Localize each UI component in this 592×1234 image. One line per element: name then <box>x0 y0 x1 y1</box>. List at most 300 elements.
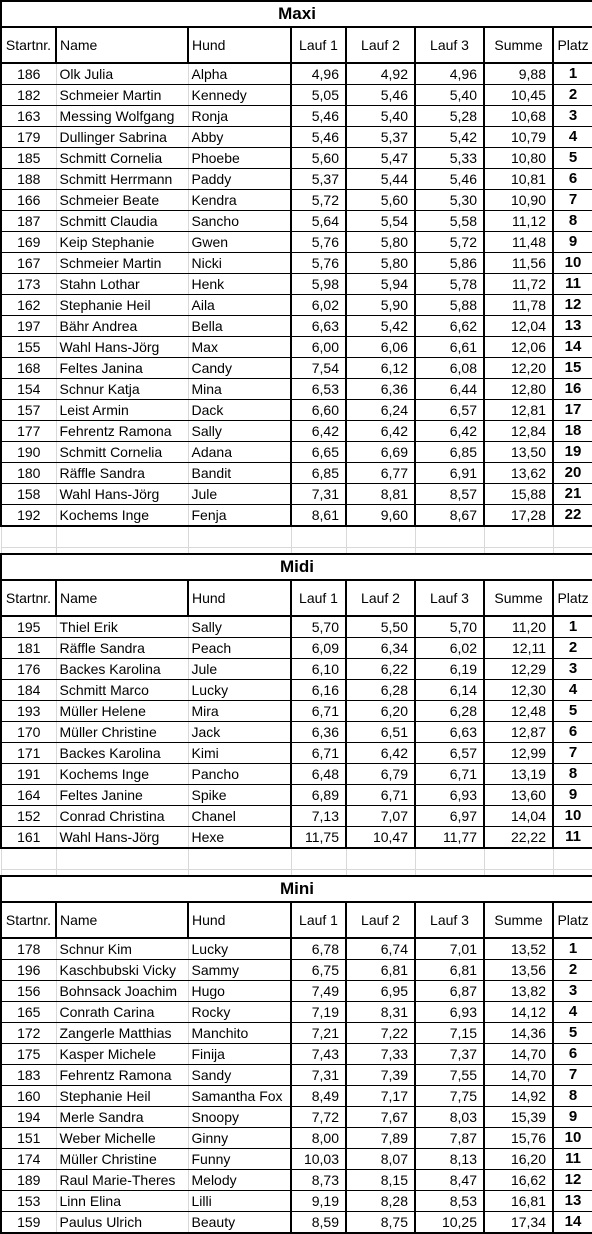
name-cell: Weber Michelle <box>56 1128 188 1149</box>
lauf2-cell: 5,90 <box>346 295 415 316</box>
lauf1-cell: 6,09 <box>291 638 346 659</box>
table-row <box>1 938 592 960</box>
name-cell: Kaschbubski Vicky <box>56 960 188 981</box>
platz-cell: 2 <box>553 960 592 981</box>
hund-cell: Samantha Fox <box>188 1086 291 1107</box>
empty-cell <box>188 848 291 870</box>
hund-cell: Hugo <box>188 981 291 1002</box>
startnr-cell: 185 <box>1 148 56 169</box>
header-lauf3: Lauf 3 <box>415 902 484 938</box>
lauf1-cell: 6,00 <box>291 337 346 358</box>
hund-cell: Bandit <box>188 463 291 484</box>
startnr-cell: 192 <box>1 505 56 527</box>
lauf2-cell: 5,50 <box>346 616 415 638</box>
name-cell: Thiel Erik <box>56 616 188 638</box>
platz-cell: 2 <box>553 85 592 106</box>
lauf1-cell: 6,16 <box>291 680 346 701</box>
lauf1-cell: 6,71 <box>291 743 346 764</box>
platz-cell: 10 <box>553 253 592 274</box>
startnr-cell: 179 <box>1 127 56 148</box>
lauf3-cell: 5,28 <box>415 106 484 127</box>
platz-cell: 6 <box>553 1044 592 1065</box>
lauf2-cell: 9,60 <box>346 505 415 527</box>
lauf2-cell: 6,42 <box>346 421 415 442</box>
platz-cell: 8 <box>553 1086 592 1107</box>
table-row <box>1 1107 592 1128</box>
summe-cell: 14,70 <box>484 1044 553 1065</box>
header-lauf1: Lauf 1 <box>291 27 346 63</box>
startnr-cell: 194 <box>1 1107 56 1128</box>
name-cell: Schmitt Herrmann <box>56 169 188 190</box>
lauf1-cell: 8,61 <box>291 505 346 527</box>
lauf2-cell: 6,42 <box>346 743 415 764</box>
table-row <box>1 232 592 253</box>
lauf2-cell: 7,67 <box>346 1107 415 1128</box>
name-cell: Stahn Lothar <box>56 274 188 295</box>
summe-cell: 12,81 <box>484 400 553 421</box>
results-body <box>1 1 592 1233</box>
platz-cell: 5 <box>553 701 592 722</box>
lauf1-cell: 5,70 <box>291 616 346 638</box>
startnr-cell: 186 <box>1 63 56 85</box>
lauf3-cell: 8,47 <box>415 1170 484 1191</box>
startnr-cell: 160 <box>1 1086 56 1107</box>
hund-cell: Pancho <box>188 764 291 785</box>
name-cell: Kochems Inge <box>56 505 188 527</box>
name-cell: Schnur Kim <box>56 938 188 960</box>
startnr-cell: 197 <box>1 316 56 337</box>
lauf2-cell: 6,22 <box>346 659 415 680</box>
lauf2-cell: 7,17 <box>346 1086 415 1107</box>
summe-cell: 10,79 <box>484 127 553 148</box>
hund-cell: Adana <box>188 442 291 463</box>
hund-cell: Jule <box>188 484 291 505</box>
hund-cell: Snoopy <box>188 1107 291 1128</box>
name-cell: Zangerle Matthias <box>56 1023 188 1044</box>
lauf3-cell: 6,93 <box>415 785 484 806</box>
lauf2-cell: 7,22 <box>346 1023 415 1044</box>
table-row <box>1 106 592 127</box>
lauf3-cell: 5,46 <box>415 169 484 190</box>
lauf1-cell: 7,21 <box>291 1023 346 1044</box>
summe-cell: 10,90 <box>484 190 553 211</box>
lauf2-cell: 5,54 <box>346 211 415 232</box>
summe-cell: 16,81 <box>484 1191 553 1212</box>
lauf2-cell: 6,06 <box>346 337 415 358</box>
header-hund: Hund <box>188 580 291 616</box>
startnr-cell: 168 <box>1 358 56 379</box>
summe-cell: 15,88 <box>484 484 553 505</box>
lauf1-cell: 8,59 <box>291 1212 346 1234</box>
header-startnr: Startnr. <box>1 27 56 63</box>
startnr-cell: 191 <box>1 764 56 785</box>
platz-cell: 11 <box>553 1149 592 1170</box>
lauf3-cell: 5,40 <box>415 85 484 106</box>
platz-cell: 12 <box>553 295 592 316</box>
platz-cell: 6 <box>553 169 592 190</box>
lauf2-cell: 7,89 <box>346 1128 415 1149</box>
summe-cell: 11,56 <box>484 253 553 274</box>
table-row <box>1 274 592 295</box>
table-row <box>1 1170 592 1191</box>
lauf2-cell: 5,80 <box>346 253 415 274</box>
lauf1-cell: 6,78 <box>291 938 346 960</box>
name-cell: Wahl Hans-Jörg <box>56 337 188 358</box>
hund-cell: Hexe <box>188 827 291 849</box>
lauf1-cell: 6,75 <box>291 960 346 981</box>
header-hund: Hund <box>188 27 291 63</box>
header-lauf2: Lauf 2 <box>346 902 415 938</box>
lauf1-cell: 9,19 <box>291 1191 346 1212</box>
empty-cell <box>346 526 415 548</box>
table-row <box>1 63 592 85</box>
startnr-cell: 165 <box>1 1002 56 1023</box>
lauf2-cell: 7,07 <box>346 806 415 827</box>
hund-cell: Kendra <box>188 190 291 211</box>
name-cell: Schmeier Martin <box>56 85 188 106</box>
lauf2-cell: 6,81 <box>346 960 415 981</box>
lauf2-cell: 6,36 <box>346 379 415 400</box>
platz-cell: 11 <box>553 827 592 849</box>
lauf3-cell: 6,63 <box>415 722 484 743</box>
table-row <box>1 960 592 981</box>
platz-cell: 8 <box>553 764 592 785</box>
hund-cell: Mira <box>188 701 291 722</box>
lauf1-cell: 8,49 <box>291 1086 346 1107</box>
startnr-cell: 158 <box>1 484 56 505</box>
lauf2-cell: 6,69 <box>346 442 415 463</box>
lauf3-cell: 6,42 <box>415 421 484 442</box>
startnr-cell: 173 <box>1 274 56 295</box>
platz-cell: 7 <box>553 1065 592 1086</box>
summe-cell: 13,82 <box>484 981 553 1002</box>
lauf3-cell: 10,25 <box>415 1212 484 1234</box>
hund-cell: Melody <box>188 1170 291 1191</box>
hund-cell: Fenja <box>188 505 291 527</box>
header-platz: Platz <box>553 580 592 616</box>
lauf1-cell: 6,53 <box>291 379 346 400</box>
summe-cell: 17,28 <box>484 505 553 527</box>
hund-cell: Ginny <box>188 1128 291 1149</box>
section-title: Mini <box>1 876 592 902</box>
lauf2-cell: 10,47 <box>346 827 415 849</box>
name-cell: Wahl Hans-Jörg <box>56 827 188 849</box>
summe-cell: 15,39 <box>484 1107 553 1128</box>
lauf3-cell: 5,70 <box>415 616 484 638</box>
lauf3-cell: 8,03 <box>415 1107 484 1128</box>
table-row <box>1 981 592 1002</box>
lauf2-cell: 6,79 <box>346 764 415 785</box>
lauf1-cell: 6,02 <box>291 295 346 316</box>
startnr-cell: 157 <box>1 400 56 421</box>
table-row <box>1 680 592 701</box>
empty-cell <box>56 526 188 548</box>
lauf1-cell: 6,63 <box>291 316 346 337</box>
platz-cell: 2 <box>553 638 592 659</box>
name-cell: Räffle Sandra <box>56 463 188 484</box>
name-cell: Müller Christine <box>56 722 188 743</box>
table-row <box>1 1065 592 1086</box>
lauf1-cell: 6,65 <box>291 442 346 463</box>
lauf1-cell: 7,72 <box>291 1107 346 1128</box>
header-lauf3: Lauf 3 <box>415 27 484 63</box>
summe-cell: 11,20 <box>484 616 553 638</box>
lauf3-cell: 6,62 <box>415 316 484 337</box>
lauf2-cell: 8,15 <box>346 1170 415 1191</box>
lauf1-cell: 6,10 <box>291 659 346 680</box>
table-row <box>1 1023 592 1044</box>
hund-cell: Henk <box>188 274 291 295</box>
table-row <box>1 337 592 358</box>
lauf1-cell: 5,05 <box>291 85 346 106</box>
platz-cell: 17 <box>553 400 592 421</box>
name-cell: Müller Christine <box>56 1149 188 1170</box>
summe-cell: 14,92 <box>484 1086 553 1107</box>
empty-cell <box>291 848 346 870</box>
summe-cell: 14,36 <box>484 1023 553 1044</box>
platz-cell: 3 <box>553 659 592 680</box>
platz-cell: 14 <box>553 1212 592 1234</box>
name-cell: Kasper Michele <box>56 1044 188 1065</box>
hund-cell: Kimi <box>188 743 291 764</box>
startnr-cell: 193 <box>1 701 56 722</box>
table-row <box>1 127 592 148</box>
lauf3-cell: 5,78 <box>415 274 484 295</box>
hund-cell: Jule <box>188 659 291 680</box>
startnr-cell: 182 <box>1 85 56 106</box>
lauf3-cell: 6,81 <box>415 960 484 981</box>
spacer-row <box>1 526 592 548</box>
table-row <box>1 379 592 400</box>
header-lauf3: Lauf 3 <box>415 580 484 616</box>
name-cell: Linn Elina <box>56 1191 188 1212</box>
table-row <box>1 85 592 106</box>
header-name: Name <box>56 580 188 616</box>
startnr-cell: 189 <box>1 1170 56 1191</box>
header-name: Name <box>56 902 188 938</box>
lauf3-cell: 6,61 <box>415 337 484 358</box>
table-row <box>1 701 592 722</box>
summe-cell: 12,48 <box>484 701 553 722</box>
header-lauf2: Lauf 2 <box>346 27 415 63</box>
empty-cell <box>415 526 484 548</box>
summe-cell: 16,62 <box>484 1170 553 1191</box>
summe-cell: 12,06 <box>484 337 553 358</box>
header-lauf2: Lauf 2 <box>346 580 415 616</box>
startnr-cell: 155 <box>1 337 56 358</box>
summe-cell: 12,84 <box>484 421 553 442</box>
summe-cell: 17,34 <box>484 1212 553 1234</box>
table-row <box>1 1149 592 1170</box>
platz-cell: 13 <box>553 316 592 337</box>
summe-cell: 14,04 <box>484 806 553 827</box>
hund-cell: Kennedy <box>188 85 291 106</box>
table-row <box>1 827 592 849</box>
lauf1-cell: 5,60 <box>291 148 346 169</box>
startnr-cell: 176 <box>1 659 56 680</box>
summe-cell: 12,29 <box>484 659 553 680</box>
table-row <box>1 1044 592 1065</box>
lauf2-cell: 8,81 <box>346 484 415 505</box>
summe-cell: 13,19 <box>484 764 553 785</box>
startnr-cell: 171 <box>1 743 56 764</box>
summe-cell: 11,72 <box>484 274 553 295</box>
lauf3-cell: 7,15 <box>415 1023 484 1044</box>
name-cell: Schmitt Cornelia <box>56 148 188 169</box>
name-cell: Feltes Janina <box>56 358 188 379</box>
startnr-cell: 159 <box>1 1212 56 1234</box>
table-row <box>1 253 592 274</box>
lauf1-cell: 6,42 <box>291 421 346 442</box>
startnr-cell: 166 <box>1 190 56 211</box>
startnr-cell: 169 <box>1 232 56 253</box>
name-cell: Olk Julia <box>56 63 188 85</box>
table-row <box>1 484 592 505</box>
lauf3-cell: 5,33 <box>415 148 484 169</box>
lauf1-cell: 10,03 <box>291 1149 346 1170</box>
platz-cell: 9 <box>553 1107 592 1128</box>
platz-cell: 9 <box>553 785 592 806</box>
lauf3-cell: 6,87 <box>415 981 484 1002</box>
summe-cell: 12,99 <box>484 743 553 764</box>
hund-cell: Aila <box>188 295 291 316</box>
name-cell: Bohnsack Joachim <box>56 981 188 1002</box>
lauf3-cell: 7,87 <box>415 1128 484 1149</box>
lauf2-cell: 5,47 <box>346 148 415 169</box>
lauf2-cell: 5,46 <box>346 85 415 106</box>
name-cell: Räffle Sandra <box>56 638 188 659</box>
table-row <box>1 316 592 337</box>
summe-cell: 14,70 <box>484 1065 553 1086</box>
hund-cell: Rocky <box>188 1002 291 1023</box>
hund-cell: Sandy <box>188 1065 291 1086</box>
name-cell: Backes Karolina <box>56 659 188 680</box>
summe-cell: 13,56 <box>484 960 553 981</box>
hund-cell: Spike <box>188 785 291 806</box>
spacer-row <box>1 848 592 870</box>
table-row <box>1 148 592 169</box>
empty-cell <box>415 848 484 870</box>
lauf3-cell: 7,37 <box>415 1044 484 1065</box>
startnr-cell: 161 <box>1 827 56 849</box>
hund-cell: Abby <box>188 127 291 148</box>
startnr-cell: 164 <box>1 785 56 806</box>
platz-cell: 10 <box>553 1128 592 1149</box>
lauf1-cell: 7,31 <box>291 1065 346 1086</box>
lauf3-cell: 5,72 <box>415 232 484 253</box>
summe-cell: 12,20 <box>484 358 553 379</box>
lauf2-cell: 7,39 <box>346 1065 415 1086</box>
name-cell: Conrath Carina <box>56 1002 188 1023</box>
summe-cell: 10,80 <box>484 148 553 169</box>
lauf3-cell: 6,44 <box>415 379 484 400</box>
platz-cell: 5 <box>553 148 592 169</box>
lauf2-cell: 8,75 <box>346 1212 415 1234</box>
lauf1-cell: 5,64 <box>291 211 346 232</box>
name-cell: Schmitt Claudia <box>56 211 188 232</box>
table-row <box>1 1086 592 1107</box>
startnr-cell: 183 <box>1 1065 56 1086</box>
table-row <box>1 722 592 743</box>
lauf3-cell: 11,77 <box>415 827 484 849</box>
empty-cell <box>346 848 415 870</box>
lauf1-cell: 7,13 <box>291 806 346 827</box>
empty-cell <box>484 848 553 870</box>
lauf2-cell: 6,74 <box>346 938 415 960</box>
platz-cell: 7 <box>553 743 592 764</box>
lauf1-cell: 5,76 <box>291 253 346 274</box>
name-cell: Schmitt Marco <box>56 680 188 701</box>
lauf3-cell: 8,67 <box>415 505 484 527</box>
header-row <box>1 27 592 63</box>
table-row <box>1 743 592 764</box>
startnr-cell: 172 <box>1 1023 56 1044</box>
lauf1-cell: 7,19 <box>291 1002 346 1023</box>
platz-cell: 1 <box>553 938 592 960</box>
lauf3-cell: 8,13 <box>415 1149 484 1170</box>
startnr-cell: 175 <box>1 1044 56 1065</box>
lauf3-cell: 6,85 <box>415 442 484 463</box>
lauf3-cell: 5,86 <box>415 253 484 274</box>
platz-cell: 15 <box>553 358 592 379</box>
platz-cell: 10 <box>553 806 592 827</box>
startnr-cell: 177 <box>1 421 56 442</box>
name-cell: Merle Sandra <box>56 1107 188 1128</box>
summe-cell: 12,11 <box>484 638 553 659</box>
lauf1-cell: 5,98 <box>291 274 346 295</box>
lauf1-cell: 6,60 <box>291 400 346 421</box>
hund-cell: Lilli <box>188 1191 291 1212</box>
hund-cell: Gwen <box>188 232 291 253</box>
empty-cell <box>553 526 592 548</box>
table-row <box>1 764 592 785</box>
platz-cell: 11 <box>553 274 592 295</box>
hund-cell: Sally <box>188 616 291 638</box>
hund-cell: Beauty <box>188 1212 291 1234</box>
lauf2-cell: 5,80 <box>346 232 415 253</box>
lauf1-cell: 5,76 <box>291 232 346 253</box>
hund-cell: Candy <box>188 358 291 379</box>
hund-cell: Phoebe <box>188 148 291 169</box>
summe-cell: 16,20 <box>484 1149 553 1170</box>
summe-cell: 22,22 <box>484 827 553 849</box>
name-cell: Kochems Inge <box>56 764 188 785</box>
name-cell: Messing Wolfgang <box>56 106 188 127</box>
platz-cell: 5 <box>553 1023 592 1044</box>
name-cell: Stephanie Heil <box>56 1086 188 1107</box>
lauf1-cell: 6,71 <box>291 701 346 722</box>
header-row <box>1 902 592 938</box>
hund-cell: Funny <box>188 1149 291 1170</box>
header-startnr: Startnr. <box>1 902 56 938</box>
summe-cell: 11,78 <box>484 295 553 316</box>
hund-cell: Sally <box>188 421 291 442</box>
table-row <box>1 211 592 232</box>
table-row <box>1 169 592 190</box>
header-summe: Summe <box>484 27 553 63</box>
lauf3-cell: 5,88 <box>415 295 484 316</box>
section-title-row <box>1 876 592 902</box>
platz-cell: 4 <box>553 127 592 148</box>
platz-cell: 21 <box>553 484 592 505</box>
hund-cell: Bella <box>188 316 291 337</box>
hund-cell: Chanel <box>188 806 291 827</box>
summe-cell: 10,68 <box>484 106 553 127</box>
lauf1-cell: 7,54 <box>291 358 346 379</box>
table-row <box>1 1191 592 1212</box>
section-title: Midi <box>1 554 592 580</box>
lauf1-cell: 7,31 <box>291 484 346 505</box>
